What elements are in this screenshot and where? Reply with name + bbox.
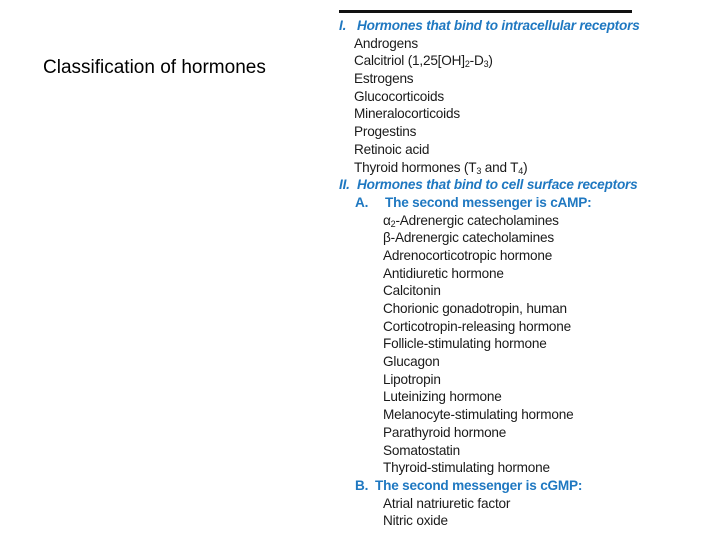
item-text: Calcitonin bbox=[383, 283, 441, 299]
list-item bbox=[339, 282, 699, 300]
list-item bbox=[339, 300, 699, 318]
item-text: Antidiuretic hormone bbox=[383, 265, 504, 281]
item-text: Corticotropin-releasing hormone bbox=[383, 318, 571, 334]
list-item bbox=[339, 371, 699, 389]
list-item bbox=[339, 123, 699, 141]
item-text: Retinoic acid bbox=[354, 141, 430, 157]
item-text: Glucocorticoids bbox=[354, 88, 444, 104]
subsection-letter: A. bbox=[355, 194, 369, 210]
list-item bbox=[339, 105, 699, 123]
list-item bbox=[339, 247, 699, 265]
list-item bbox=[339, 335, 699, 353]
section-title: Hormones that bind to intracellular receptors bbox=[357, 18, 640, 33]
list-item bbox=[339, 495, 699, 513]
item-text: Thyroid-stimulating hormone bbox=[383, 460, 550, 476]
subsection-title: The second messenger is cAMP: bbox=[385, 194, 592, 210]
subscript: 3 bbox=[483, 59, 489, 70]
list-item bbox=[339, 212, 699, 230]
item-text: Nitric oxide bbox=[383, 513, 448, 529]
item-text: β-Adrenergic catecholamines bbox=[383, 230, 554, 246]
item-text: Follicle-stimulating hormone bbox=[383, 336, 547, 352]
item-text: Lipotropin bbox=[383, 371, 441, 387]
list-item bbox=[339, 70, 699, 88]
list-item bbox=[339, 141, 699, 159]
list-item bbox=[339, 265, 699, 283]
item-text: ) bbox=[523, 159, 528, 175]
item-text: and T bbox=[481, 159, 519, 175]
subsection-a-header bbox=[339, 194, 699, 212]
list-item bbox=[339, 442, 699, 460]
item-text: Atrial natriuretic factor bbox=[383, 495, 511, 511]
list-item bbox=[339, 424, 699, 442]
item-text: Chorionic gonadotropin, human bbox=[383, 301, 567, 316]
subscript: 3 bbox=[476, 165, 482, 176]
subscript: 4 bbox=[518, 165, 524, 176]
subsection-a-items bbox=[339, 212, 699, 477]
subsection-b-header bbox=[339, 477, 699, 495]
item-text: α bbox=[383, 212, 391, 228]
item-text: Androgens bbox=[354, 35, 418, 51]
hormone-classification-list bbox=[339, 17, 699, 530]
list-item bbox=[339, 35, 699, 53]
item-text: Glucagon bbox=[383, 354, 440, 370]
item-text: Somatostatin bbox=[383, 442, 460, 458]
subsection-letter: B. bbox=[355, 477, 369, 493]
subsection-b-items bbox=[339, 495, 699, 530]
list-item bbox=[339, 88, 699, 106]
item-text: -Adrenergic catecholamines bbox=[395, 212, 559, 228]
item-text: Melanocyte-stimulating hormone bbox=[383, 407, 574, 423]
list-item bbox=[339, 406, 699, 424]
item-text: Parathyroid hormone bbox=[383, 424, 507, 440]
item-text: Adrenocorticotropic hormone bbox=[383, 247, 553, 263]
list-item bbox=[339, 459, 699, 477]
list-item bbox=[339, 52, 699, 70]
section-2-header bbox=[339, 176, 699, 194]
list-item bbox=[339, 229, 699, 247]
section-number: I. bbox=[339, 18, 347, 33]
item-text: ) bbox=[488, 53, 493, 69]
item-text: -D bbox=[469, 53, 484, 69]
list-item bbox=[339, 353, 699, 371]
item-text: Mineralocorticoids bbox=[354, 106, 460, 122]
item-text: Estrogens bbox=[354, 71, 414, 87]
subsection-title: The second messenger is cGMP: bbox=[375, 477, 583, 493]
list-item bbox=[339, 512, 699, 530]
section-1-items bbox=[339, 35, 699, 177]
item-text: Thyroid hormones (T bbox=[354, 159, 477, 175]
top-divider bbox=[339, 10, 632, 13]
item-text: Luteinizing hormone bbox=[383, 389, 502, 405]
section-title: Hormones that bind to cell surface receptors bbox=[357, 177, 638, 193]
list-item bbox=[339, 388, 699, 406]
subscript: 2 bbox=[390, 218, 396, 229]
list-item bbox=[339, 318, 699, 336]
list-item bbox=[339, 159, 699, 177]
section-number: II. bbox=[339, 177, 350, 193]
slide-title: Classification of hormones bbox=[43, 57, 266, 78]
item-text: Progestins bbox=[354, 124, 417, 140]
section-1-header bbox=[339, 17, 699, 35]
subscript: 2 bbox=[464, 59, 470, 70]
item-text: Calcitriol (1,25[OH] bbox=[354, 53, 465, 69]
